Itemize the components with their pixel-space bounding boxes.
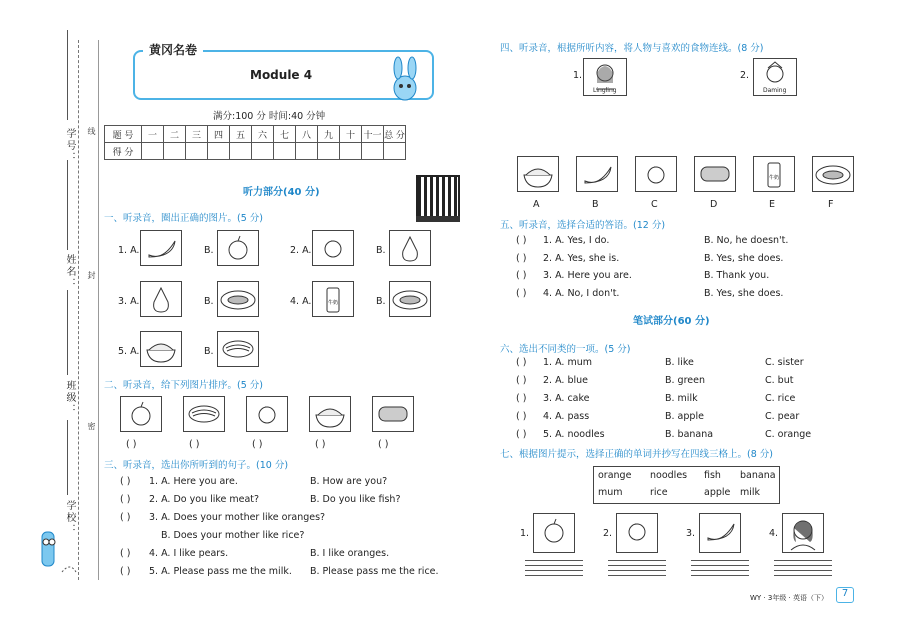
brand-logo: 黄冈名卷 (143, 41, 203, 58)
q2-picture[interactable] (246, 396, 288, 432)
banana-icon (141, 231, 181, 265)
pear-icon (390, 231, 430, 265)
q6-option-b: B. milk (665, 393, 698, 404)
q4-food-picture[interactable] (635, 156, 677, 192)
orange-icon (617, 514, 657, 548)
score-header-cell: 九 (318, 126, 340, 143)
name-label: 姓名： (64, 254, 75, 290)
score-header-cell: 八 (296, 126, 318, 143)
qr-code-icon (416, 175, 460, 219)
word-bank-word: orange (598, 470, 632, 481)
apple-icon (121, 397, 161, 431)
student-number-label: 学号： (64, 128, 75, 164)
q6-option-c: C. rice (765, 393, 796, 404)
fill-line (67, 420, 68, 495)
q4-food-letter: A (533, 199, 540, 210)
meat-icon (695, 157, 735, 191)
q6-answer-paren[interactable]: ( ) (516, 357, 527, 368)
q4-food-letter: B (592, 199, 599, 210)
q5-option-b: B. No, he doesn't. (704, 235, 789, 246)
q7-title: 七、根据图片提示，选择正确的单词并抄写在四线三格上。(8 分) (500, 449, 773, 460)
q5-option-a: 3. A. Here you are. (543, 270, 632, 281)
girl-lingling-picture (583, 58, 627, 96)
q6-option-a: 5. A. noodles (543, 429, 605, 440)
q2-picture[interactable] (183, 396, 225, 432)
apple-icon (218, 231, 258, 265)
score-cell[interactable] (252, 143, 274, 160)
school-label: 学校： (64, 500, 75, 536)
q2-title: 二、听录音，给下列图片排序。(5 分) (104, 380, 263, 391)
score-cell[interactable] (318, 143, 340, 160)
q6-answer-paren[interactable]: ( ) (516, 393, 527, 404)
milk-label: 牛奶 (327, 300, 339, 306)
four-line-writing-area[interactable] (608, 560, 666, 580)
xian-char: 线 (87, 127, 96, 135)
rice-icon (310, 397, 350, 431)
score-header-cell: 二 (164, 126, 186, 143)
q2-answer-paren[interactable]: ( ) (252, 439, 263, 450)
margin-line (98, 40, 99, 580)
q3-option-b: B. I like oranges. (310, 548, 390, 559)
q1-option-b-label: B. (376, 296, 386, 307)
milk-icon (313, 282, 353, 316)
score-cell[interactable] (296, 143, 318, 160)
q1-item-number: 5. A. (118, 346, 140, 357)
q7-picture[interactable] (699, 513, 741, 553)
q5-option-a: 4. A. No, I don't. (543, 287, 620, 299)
qr-caption-bar (416, 216, 460, 222)
q3-title: 三、听录音，选出你所听到的句子。(10 分) (104, 460, 289, 471)
rabbit-mascot-icon (385, 56, 425, 104)
fill-line (67, 290, 68, 375)
q2-answer-paren[interactable]: ( ) (378, 439, 389, 450)
q6-answer-paren[interactable]: ( ) (516, 375, 527, 386)
q4-food-picture[interactable] (694, 156, 736, 192)
q7-item-number: 3. (686, 528, 696, 539)
noodles-icon (184, 397, 224, 431)
q1-option-a-picture[interactable] (140, 331, 182, 367)
q3-option-a: 1. A. Here you are. (149, 476, 238, 487)
q6-option-a: 4. A. pass (543, 411, 590, 422)
score-header-cell: 十一 (362, 126, 384, 143)
q3-option-b: B. Do you like fish? (310, 494, 401, 505)
q1-item-number: 2. A. (290, 245, 312, 256)
word-bank-word: mum (598, 487, 623, 498)
q2-picture[interactable] (372, 396, 414, 432)
footer-text: WY · 3年级 · 英语（下） (750, 594, 829, 602)
orange-icon (313, 231, 353, 265)
q1-option-b-picture[interactable] (217, 281, 259, 317)
q1-title: 一、听录音，圈出正确的图片。(5 分) (104, 213, 263, 224)
score-cell[interactable] (208, 143, 230, 160)
score-header-cell: 三 (186, 126, 208, 143)
q7-picture[interactable] (533, 513, 575, 553)
class-label: 班级： (64, 380, 75, 416)
word-bank-word: fish (704, 470, 721, 481)
writing-section-title: 笔试部分(60 分) (633, 316, 710, 327)
q6-option-b: B. like (665, 357, 694, 368)
score-cell[interactable] (274, 143, 296, 160)
q2-answer-paren[interactable]: ( ) (126, 439, 137, 450)
q5-option-a: 1. A. Yes, I do. (543, 235, 610, 246)
score-row-label: 得 分 (105, 143, 142, 160)
q7-item-number: 4. (769, 528, 779, 539)
q6-option-b: B. apple (665, 411, 704, 422)
q4-food-letter: D (710, 199, 718, 210)
word-bank-word: noodles (650, 470, 688, 481)
q1-option-b-label: B. (204, 346, 214, 357)
q2-answer-paren[interactable]: ( ) (189, 439, 200, 450)
score-cell[interactable] (186, 143, 208, 160)
q6-option-c: C. sister (765, 357, 804, 368)
q3-answer-paren[interactable]: ( ) (120, 548, 131, 559)
q4-food-picture[interactable] (517, 156, 559, 192)
q5-option-b: B. Thank you. (704, 270, 770, 281)
orange-icon (636, 157, 676, 191)
mi-char: 密 (87, 422, 96, 430)
q5-answer-paren[interactable]: ( ) (516, 270, 527, 281)
q4-food-letter: E (769, 199, 776, 210)
q6-title: 六、选出不同类的一项。(5 分) (500, 344, 631, 355)
q1-item-number: 1. A. (118, 245, 140, 256)
four-line-writing-area[interactable] (525, 560, 583, 580)
banana-icon (577, 157, 617, 191)
q6-option-a: 2. A. blue (543, 375, 588, 386)
score-cell[interactable] (384, 143, 406, 160)
q1-option-a-picture[interactable] (312, 281, 354, 317)
fish-dish-icon (390, 282, 430, 316)
rice-icon (141, 332, 181, 366)
q1-option-b-picture[interactable] (217, 230, 259, 266)
q1-option-b-picture[interactable] (217, 331, 259, 367)
orange-icon (247, 397, 287, 431)
q6-option-c: C. orange (765, 429, 812, 440)
q3-option-b: B. How are you? (310, 476, 388, 487)
q7-picture[interactable] (782, 513, 824, 553)
q1-option-a-picture[interactable] (140, 230, 182, 266)
q4-food-picture[interactable] (576, 156, 618, 192)
q7-item-number: 1. (520, 528, 530, 539)
q4-food-letter: F (828, 199, 834, 210)
module-title: Module 4 (250, 68, 313, 82)
q6-option-b: B. green (665, 375, 705, 386)
q3-option-b: B. Does your mother like rice? (161, 530, 305, 541)
q1-option-b-picture[interactable] (389, 230, 431, 266)
q5-option-a: 2. A. Yes, she is. (543, 252, 620, 264)
score-header-cell: 十 (340, 126, 362, 143)
meat-icon (373, 397, 413, 431)
boy-daming-picture (753, 58, 797, 96)
q3-answer-paren[interactable]: ( ) (120, 566, 131, 577)
score-time-info: 满分:100 分 时间:40 分钟 (213, 111, 326, 122)
q5-title: 五、听录音，选择合适的答语。(12 分) (500, 220, 666, 231)
score-table (104, 125, 406, 160)
q5-answer-paren[interactable]: ( ) (516, 287, 527, 299)
score-header-cell: 一 (142, 126, 164, 143)
listening-section-title: 听力部分(40 分) (243, 187, 320, 198)
fish-dish-icon (813, 157, 853, 191)
q3-option-a: 4. A. I like pears. (149, 548, 229, 559)
q5-option-b: B. Yes, she does. (704, 287, 784, 299)
score-header-cell: 四 (208, 126, 230, 143)
q5-answer-paren[interactable]: ( ) (516, 252, 527, 264)
score-header-cell: 五 (230, 126, 252, 143)
q6-option-c: C. but (765, 375, 794, 386)
q2-answer-paren[interactable]: ( ) (315, 439, 326, 450)
daming-name: Daming (763, 87, 787, 94)
banana-icon (700, 514, 740, 548)
score-header-cell: 总 分 (384, 126, 406, 143)
fill-line (67, 160, 68, 250)
score-header-cell: 六 (252, 126, 274, 143)
q4-food-picture[interactable] (812, 156, 854, 192)
q3-answer-paren[interactable]: ( ) (120, 476, 131, 487)
q1-item-number: 3. A. (118, 296, 140, 307)
score-cell[interactable] (164, 143, 186, 160)
word-bank-word: milk (740, 487, 761, 498)
q6-option-b: B. banana (665, 429, 714, 440)
score-header-cell: 七 (274, 126, 296, 143)
binding-dashed-line (78, 40, 79, 580)
mascot-pencil-icon (32, 528, 80, 578)
milk-icon (754, 157, 794, 191)
q6-option-a: 1. A. mum (543, 357, 592, 368)
q5-answer-paren[interactable]: ( ) (516, 235, 527, 246)
fill-line (67, 30, 68, 120)
word-bank-word: apple (704, 487, 731, 498)
q4-person2-num: 2. (740, 70, 750, 81)
q6-option-a: 3. A. cake (543, 393, 590, 404)
q7-item-number: 2. (603, 528, 613, 539)
q1-option-b-picture[interactable] (389, 281, 431, 317)
q7-picture[interactable] (616, 513, 658, 553)
q1-option-b-label: B. (204, 245, 214, 256)
q3-answer-paren[interactable]: ( ) (120, 494, 131, 505)
q4-person1-num: 1. (573, 70, 583, 81)
q6-answer-paren[interactable]: ( ) (516, 411, 527, 422)
q4-title: 四、听录音，根据所听内容，将人物与喜欢的食物连线。(8 分) (500, 43, 764, 54)
score-header-cell: 题 号 (105, 126, 142, 143)
pear-icon (141, 282, 181, 316)
mother-icon (783, 514, 823, 552)
rice-icon (518, 157, 558, 191)
q5-option-b: B. Yes, she does. (704, 252, 784, 264)
q1-item-number: 4. A. (290, 296, 312, 307)
q3-answer-paren[interactable]: ( ) (120, 512, 131, 523)
apple-icon (534, 514, 574, 548)
score-cell[interactable] (340, 143, 362, 160)
page-number: 7 (836, 587, 854, 603)
q3-option-b: B. Please pass me the rice. (310, 566, 439, 577)
q3-option-a: 2. A. Do you like meat? (149, 494, 260, 505)
q1-option-b-label: B. (376, 245, 386, 256)
word-bank-word: banana (740, 470, 776, 481)
q1-option-a-picture[interactable] (312, 230, 354, 266)
q3-option-a: 3. A. Does your mother like oranges? (149, 512, 326, 523)
q6-option-c: C. pear (765, 411, 800, 422)
feng-char: 封 (87, 271, 96, 279)
q4-food-letter: C (651, 199, 658, 210)
lingling-name: Lingling (593, 87, 617, 94)
q4-food-picture[interactable] (753, 156, 795, 192)
q2-picture[interactable] (309, 396, 351, 432)
milk-label: 牛奶 (768, 175, 780, 181)
q6-answer-paren[interactable]: ( ) (516, 429, 527, 440)
score-cell[interactable] (230, 143, 252, 160)
fish-dish-icon (218, 282, 258, 316)
four-line-writing-area[interactable] (774, 560, 832, 580)
q1-option-b-label: B. (204, 296, 214, 307)
q3-option-a: 5. A. Please pass me the milk. (149, 566, 292, 577)
score-cell[interactable] (362, 143, 384, 160)
q1-option-a-picture[interactable] (140, 281, 182, 317)
four-line-writing-area[interactable] (691, 560, 749, 580)
score-cell[interactable] (142, 143, 164, 160)
q2-picture[interactable] (120, 396, 162, 432)
word-bank-word: rice (650, 487, 668, 498)
noodles-icon (218, 332, 258, 366)
